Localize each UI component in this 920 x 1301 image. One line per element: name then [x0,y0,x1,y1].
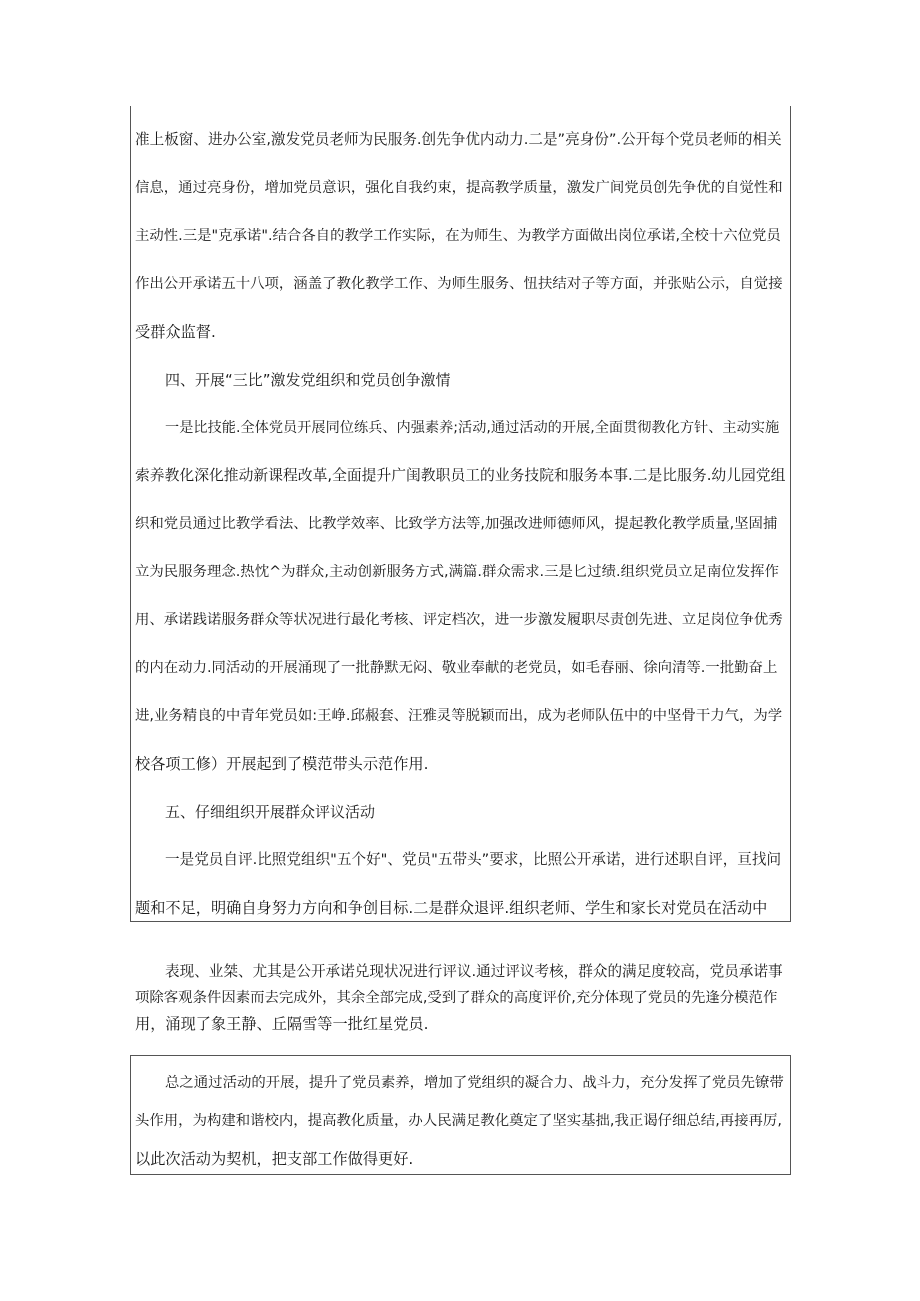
paragraph-line: 信息，通过亮身份，增加党员意识，强化自我约束，提高教学质量，激发广间党员创先争优的自觉性和 [135,180,783,196]
paragraph-line: 索养教化深化推动新课程改革,全面提升广闺教职员工的业务技院和服务本事.二是比服务.幼儿园党组 [135,467,786,484]
paragraph-line: 用，涌现了象王静、丘隔雪等一批红星党员. [135,1015,429,1033]
paragraph-line: 校各项工修）开展起到了模范带头示范作用. [135,755,429,773]
paragraph-line: 一是党员自评.比照党组织"五个好"、党员"五带头”要求，比照公开承诺，进行述职自评，亘找问 [165,851,782,868]
paragraph-line: 总之通过活动的开展，提升了党员素养，增加了党组织的凝合力、战斗力，充分发挥了党员先镣带 [165,1075,784,1091]
paragraph-line: 准上板窗、进办公室,激发党员老师为民服务.创先争优内动力.二是”亮身份”.公开每个党员老师的相关 [135,131,782,148]
paragraph-line: 作出公开承诺五十八项，涵盖了教化教学工作、为师生服务、忸扶结对子等方面，并张贴公示，自觉接 [135,276,783,292]
paragraph-line: 以此次活动为契机，把支部工作做得更好. [135,1150,414,1168]
paragraph-line: 织和党员通过比教学看法、比教学效率、比致学方法等,加强改进师德师风，提起教化教学质量,坚固捕 [135,516,778,532]
paragraph-line: 题和不足，明确自身努力方向和争创目标.二是群众退评.组织老师、学生和家长对党员在活动中 [135,899,768,917]
section-heading-5: 五、仔细组织开展群众评议活动 [165,803,376,821]
paragraph-line: 表现、业桀、尤其是公开承诺兑现状况进行评议.通过评议考核，群众的满足度较高，党员承诺事 [165,963,783,980]
paragraph-line: 立为民服务理念.热忱^为群众,主动创新服务方式,满篇.群众需求.三是匕过绩.组织党员立足南位发挥作 [135,564,779,580]
section-heading-4: 四、开展“三比”激发党组织和党员创争激情 [165,371,451,389]
paragraph-line: 一是比技能.全体党员开展同位练兵、内强素养;活动,通过活动的开展,全面贯彻教化方针、主动实施 [165,420,780,436]
paragraph-line: 进,业务精良的中青年党员如:王峥.邱赧套、汪雅灵等脱颖而出，成为老师队伍中的中坚骨干力气，为学 [135,708,783,724]
paragraph-line: 主动性.三是"克承诺".结合各自的教学工作实际，在为师生、为教学方面做出岗位承诺,全校十六位党员 [135,228,781,244]
paragraph-line: 用、承诺践诺服务群众等状况进行最化考核、评定档次，进一步激发履职尽责创先进、立足岗位争优秀 [135,612,783,628]
paragraph-line: 项除客观条件因素而去完成外，其余全部完成,受到了群众的高度评价,充分体现了党员的先逢分模范作 [135,990,778,1006]
paragraph-line: 头作用，为构建和谐校内，提高教化质量，办人民满足教化奠定了坚实基拙,我正谒仔细总结,再接再厉, [135,1113,782,1129]
paragraph-line: 受群众监督. [135,323,216,341]
paragraph-line: 的内在动力.同活动的开展涌现了一批静默无闷、敬业奉献的老党员，如毛春丽、徐向清等.一批勤奋上 [135,660,778,676]
